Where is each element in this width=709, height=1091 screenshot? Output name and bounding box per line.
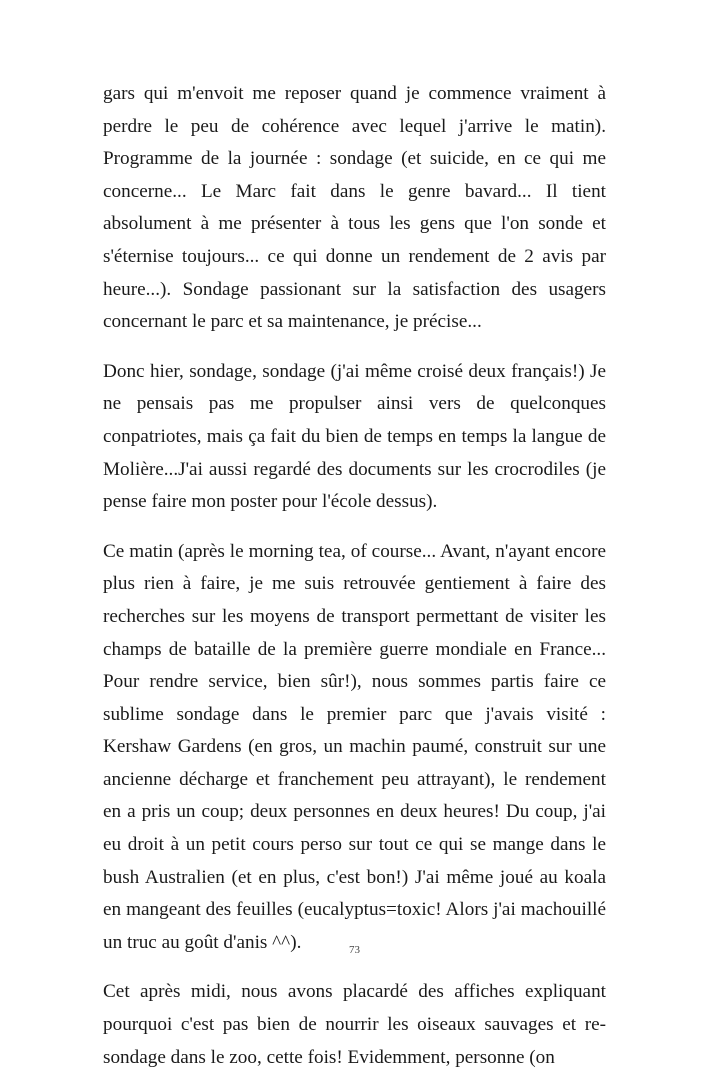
page-number: 73 <box>349 944 360 956</box>
paragraph-3: Ce matin (après le morning tea, of course... Avant, n'ayant encore plus rien à faire, je me suis retrouvée gentiement à faire des recherches sur les moyens de transport permettant de visiter les champs de bataille de la première guerre mondiale en France... Pour rendre service, bien sûr!), nous sommes partis faire ce sublime sondage dans le premier parc que j'avais visité : Kershaw Gardens (en gros, un machin paumé, construit sur une ancienne décharge et franchement peu attrayant), le rendement en a pris un coup; deux personnes en deux heures! Du coup, j'ai eu droit à un petit cours perso sur tout ce qui se mange dans le bush Australien (et en plus, c'est bon!) J'ai même joué au koala en mangeant des feuilles (eucalyptus=toxic! Alors j'ai machouillé un truc au goût d'anis ^^). <box>103 540 606 953</box>
paragraph-1: gars qui m'envoit me reposer quand je commence vraiment à perdre le peu de cohérence avec lequel j'arrive le matin). Programme de la journée : sondage (et suicide, en ce qui me concerne... Le Marc fait dans le genre bavard... Il tient absolument à me présenter à tous les gens que l'on sonde et s'éternise toujours... ce qui donne un rendement de 2 avis par heure...). Sondage passionant sur la satisfaction des usagers concernant le parc et sa maintenance, je précise... <box>103 83 606 333</box>
paragraph-4: Cet après midi, nous avons placardé des affiches expliquant pourquoi c'est pas bien de nourrir les oiseaux sauvages et re-sondage dans le zoo, cette fois! Evidemment, personne (on <box>103 981 606 1068</box>
body-text <box>103 78 606 1091</box>
paragraph-2: Donc hier, sondage, sondage (j'ai même croisé deux français!) Je ne pensais pas me propulser ainsi vers de quelconques conpatriotes, mais ça fait du bien de temps en temps la langue de Molière...J'ai aussi regardé des documents sur les crocrodiles (je pense faire mon poster pour l'école dessus). <box>103 360 606 513</box>
